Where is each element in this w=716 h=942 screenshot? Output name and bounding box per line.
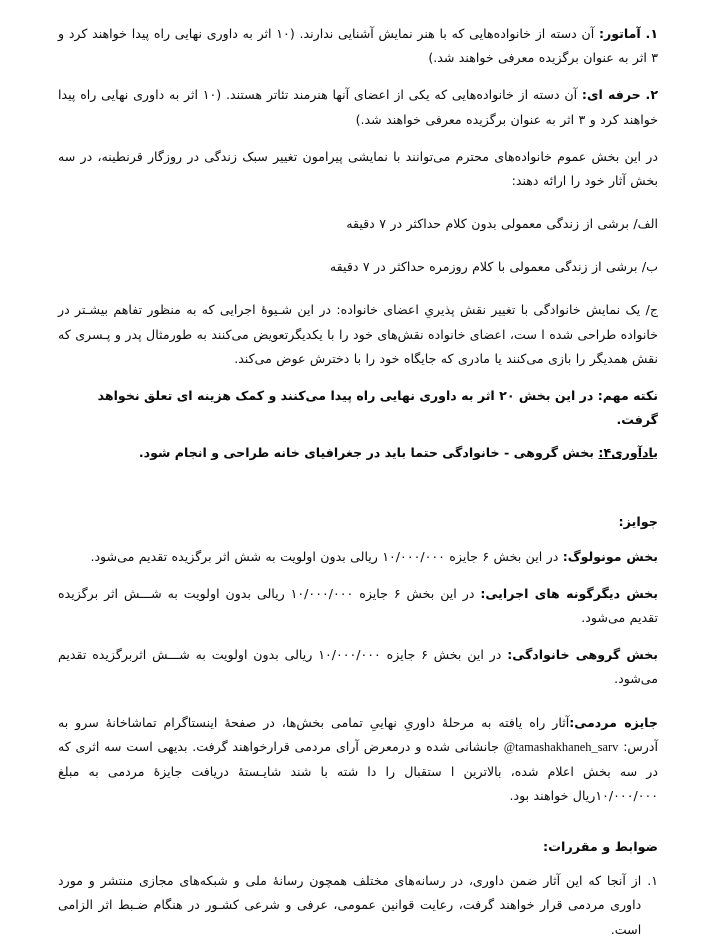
paragraph-intro: در این بخش عموم خانواده‌های محترم می‌توانند با نمایشی پیرامون تغییر سبک زندگی در روزگار قرنطینه، در سه بخش آثار خود را ارائه دهند: [58, 148, 658, 188]
rules-heading: ضوابط و مقررات: [543, 839, 658, 855]
prize-family-group-label: بخش گروهی خانوادگی: [507, 647, 659, 663]
prize-people-choice-label: جایزه مردمی: [569, 714, 658, 730]
spacer [58, 536, 658, 545]
prize-family-group-text: در این بخش ۶ جایزه ۱۰/۰۰۰/۰۰۰ ریالی بدون اولویت به شـــش اثربرگزیده تقدیم می‌شود. [58, 647, 658, 687]
rule-one-text: از آنجا که این آثار ضمن داوری، در رسانه‌های مختلف همچون رسانهٔ ملی و شبکه‌های مجازی منتشر و مورد داوری مردمی قرار خواهند گرفت، رعایت قوانین عمومی، عرفی و شرعی کشـور در هنگام ضـبط اثر الزامی است. [58, 873, 642, 937]
instagram-handle[interactable]: @tamashakhaneh_sarv [503, 739, 619, 754]
paragraph-option-be: ب/ برشی از زندگی معمولی با کلام روزمره حداکثر در ۷ دقیقه [329, 259, 658, 275]
rule-item [58, 869, 658, 942]
spacer [58, 860, 658, 869]
spacer [58, 432, 658, 441]
spacer [58, 283, 658, 298]
paragraph-item-amateur [58, 22, 658, 70]
item-amateur-text: آن دسته از خانواده‌هایی که با هنر نمایش آشنایی ندارند. (۱۰ اثر به داوری نهایی راه پیدا خواهند کرد و ۳ اثر به عنوان برگزیده معرفی خواهند شد.) [58, 26, 658, 66]
item-professional-label: حرفه ای: [581, 87, 641, 103]
prize-family-group [58, 643, 658, 691]
spacer [58, 465, 658, 511]
prize-people-choice-text-2: جانشانی شده و درمعرض آرای مردمی قرارخواهند گرفت. بدیهی است سه اثری که در سه بخش اعلام شده، بالاترین ا ستقبال را دا شته با شند شایـستهٔ دریافت جایزهٔ مردمی به مبلغ ۱۰/۰۰۰/۰۰۰ریال خواهند بود. [58, 738, 658, 803]
spacer [58, 634, 658, 643]
paragraph-item-professional [58, 83, 658, 131]
prize-monologue [58, 545, 658, 569]
prize-other-forms [58, 582, 658, 630]
item-amateur-number: ۱. [645, 26, 658, 41]
spacer [58, 812, 658, 836]
prize-other-forms-label: بخش دیگرگونه های اجرایی: [480, 585, 658, 601]
prize-monologue-label: بخش مونولوگ: [562, 548, 658, 564]
item-amateur-label: آماتور: [599, 26, 641, 41]
item-professional-number: ۲. [645, 87, 659, 103]
spacer [58, 74, 658, 83]
reminder-line [58, 441, 658, 465]
spacer [58, 573, 658, 582]
prize-other-forms-text: در این بخش ۶ جایزه ۱۰/۰۰۰/۰۰۰ ریالی بدون اولویت به شـــش اثر برگزیده تقدیم می‌شود. [58, 585, 658, 626]
prize-monologue-text: در این بخش ۶ جایزه ۱۰/۰۰۰/۰۰۰ ریالی بدون اولویت به شش اثر برگزیده تقدیم می‌شود. [90, 548, 563, 564]
reminder-text: بخش گروهی - خانوادگی حتما باید در جغرافیای خانه طراحی و انجام شود. [138, 445, 599, 461]
paragraph-option-jim: ج/ یک نمایش خانوادگی با تغییر نقش پذیریِ اعضای خانواده: در این شـیوهٔ اجرایی که به منظور تفاهم بیشـتر در خانواده طراحی شده ا ست، اعضای خانواده نقش‌های خود را با یکدیگرتعویض می‌کنند به طورمثال پدر و پـسری که نقش همدیگر را بازی می‌کنند یا مادری که جایگاه خود را با دخترش عوض می‌کند. [58, 302, 658, 366]
spacer [58, 375, 658, 384]
prizes-heading: جوایز: [618, 515, 658, 531]
important-note: نکته مهم: در این بخش ۲۰ اثر به داوری نهایی راه پیدا می‌کنند و کمک هزینه ای تعلق نخواهد گرفت. [97, 387, 658, 428]
prize-people-choice [58, 711, 658, 808]
paragraph-option-alef: الف/ برشی از زندگی معمولی بدون کلام حداکثر در ۷ دقیقه [346, 216, 658, 232]
spacer [58, 136, 658, 145]
reminder-label: یادآوری۴: [598, 445, 658, 461]
spacer [58, 696, 658, 711]
spacer [58, 240, 658, 255]
item-professional-text: آن دسته از خانواده‌هایی که یکی از اعضای آنها هنرمند تئاتر هستند. (۱۰ اثر به داوری نهایی راه پیدا خواهند کرد و ۳ اثر به عنوان برگزیده معرفی خواهند شد.) [58, 87, 658, 127]
rule-one-number: ۱. [647, 873, 658, 889]
spacer [58, 197, 658, 212]
prize-people-choice-text-1: آثار راه یافته به مرحلهٔ داوریِ نهاییِ تمامی بخش‌ها، در صفحهٔ اینستاگرام تماشاخانهٔ سرو به آدرس: [58, 714, 658, 754]
